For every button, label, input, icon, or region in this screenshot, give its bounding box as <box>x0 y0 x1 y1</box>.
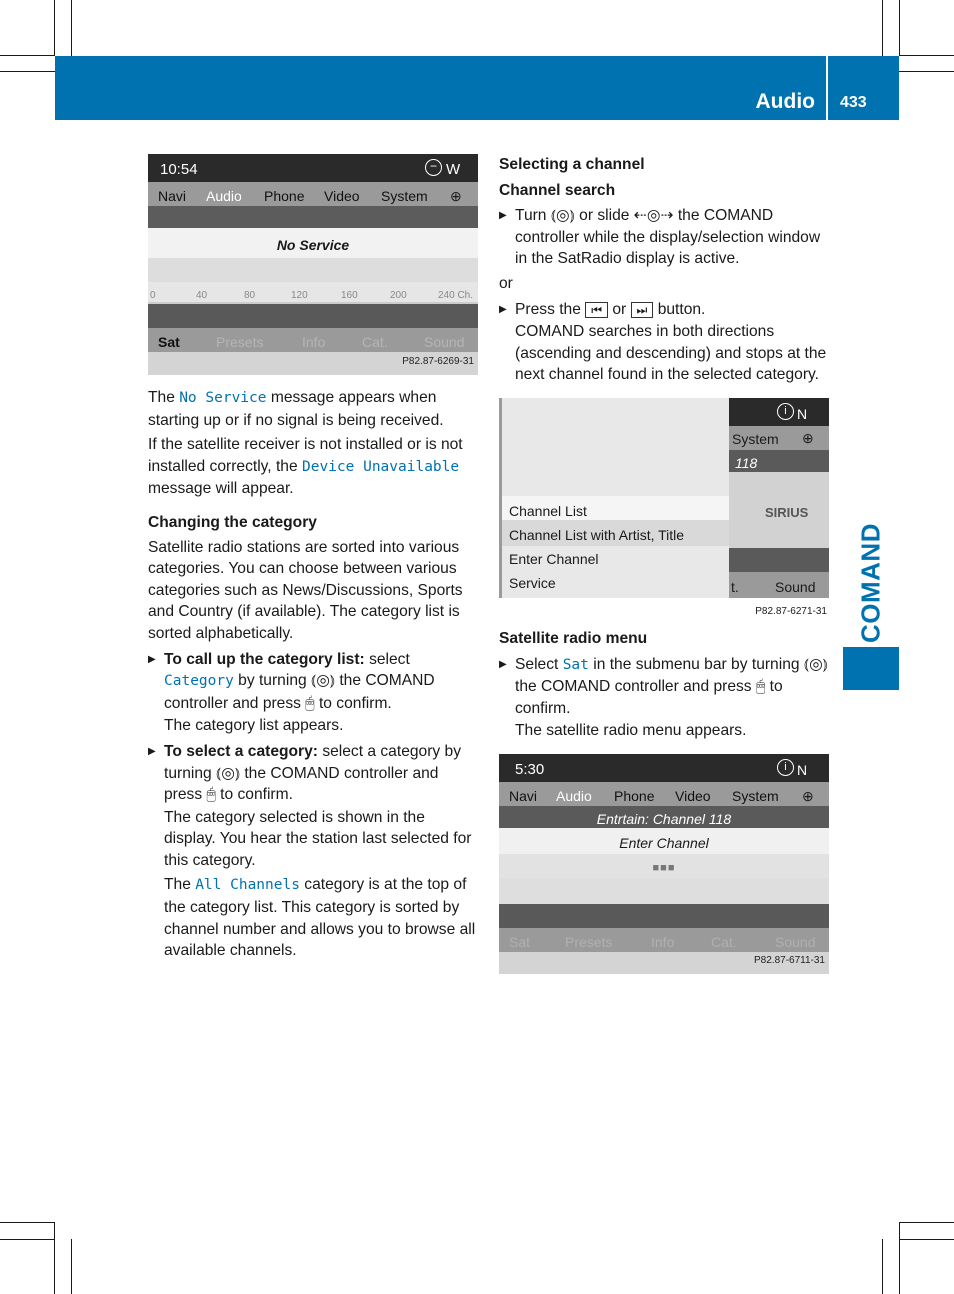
screenshot-enter-channel <box>499 754 829 974</box>
submenu-item-sound: Sound <box>424 334 465 350</box>
step-result: The category list appears. <box>164 717 344 735</box>
display-list-panel <box>499 398 729 598</box>
scale-tick: 200 <box>390 290 407 301</box>
left-column <box>148 154 478 962</box>
list-item: Channel List <box>509 502 587 519</box>
crop-mark <box>899 0 900 56</box>
display-band <box>499 878 829 904</box>
crop-mark <box>71 1239 72 1294</box>
display-time: 10:54 <box>160 161 198 178</box>
display-entry-label: Enter Channel <box>619 834 709 851</box>
display-message-row <box>148 228 478 258</box>
rotate-controller-icon: ⦅◎⦆ <box>311 672 335 690</box>
crop-mark <box>0 71 55 72</box>
channel-number: 118 <box>735 454 758 471</box>
right-column <box>499 154 829 974</box>
submenu-item-sat: Sat <box>509 933 531 950</box>
submenu-item-presets: Presets <box>565 933 613 950</box>
scale-tick: 80 <box>244 290 256 301</box>
image-caption: P82.87-6271-31 <box>755 605 827 617</box>
scale-tick: 0 <box>150 290 156 301</box>
submenu-item-info: Info <box>302 334 326 350</box>
display-status-bar <box>499 754 829 782</box>
crop-mark <box>71 0 72 56</box>
crop-mark <box>0 1222 55 1223</box>
menu-item-phone: Phone <box>614 787 655 804</box>
status-letter: N <box>797 761 808 778</box>
scale-tick: 40 <box>196 290 208 301</box>
globe-icon: ⊕ <box>450 188 462 204</box>
rotate-controller-icon: ⦅◎⦆ <box>803 655 828 673</box>
crop-mark <box>0 1239 55 1240</box>
press-controller-icon: 🖱 <box>305 694 315 712</box>
info-icon: i <box>777 759 794 776</box>
display-submenu-bar <box>499 928 829 952</box>
skip-back-key-icon: ⏮ <box>585 302 608 318</box>
info-icon: i <box>777 403 794 420</box>
menu-item-audio: Audio <box>556 787 592 804</box>
crop-mark <box>899 55 954 56</box>
submenu-item-cat: Cat. <box>362 334 388 350</box>
display-entry-row <box>499 828 829 854</box>
display-band <box>148 258 478 284</box>
display-band <box>499 904 829 928</box>
page-header <box>55 56 899 120</box>
submenu-item-sound: Sound <box>775 578 816 595</box>
code-all-channels: All Channels <box>195 877 300 894</box>
skip-forward-key-icon: ⏭ <box>631 302 654 318</box>
heading-selecting-channel: Selecting a channel <box>499 156 645 173</box>
crop-mark <box>882 0 883 56</box>
menu-item-video: Video <box>675 787 711 804</box>
submenu-item-cat: Cat. <box>711 933 737 950</box>
step-turn-controller: ▶ Turn ⦅◎⦆ or slide ⇠◎⇢ the COMAND controller while the display/selection window in the SatRadio display is active. <box>499 205 829 270</box>
heading-changing-category: Changing the category <box>148 513 317 531</box>
crop-mark <box>899 1222 954 1223</box>
display-status-bar <box>148 154 478 182</box>
paragraph-no-service: The No Service message appears when starting up or if no signal is being received. <box>148 389 444 429</box>
display-time: 5:30 <box>515 760 545 778</box>
code-category: Category <box>164 673 234 690</box>
paragraph-categories: Satellite radio stations are sorted into various categories. You can choose between various categories such as News/Discussions, Sports and Country (if available). The category list is sorted alphabetically. <box>148 538 463 642</box>
rotate-controller-icon: ⦅◎⦆ <box>550 207 575 225</box>
display-submenu-bar <box>148 328 478 352</box>
crop-mark <box>882 1239 883 1294</box>
section-title: Audio <box>755 90 815 113</box>
menu-item-audio: Audio <box>206 188 242 204</box>
display-channel-title: Entrtain: Channel 118 <box>596 810 732 827</box>
crop-mark <box>0 55 55 56</box>
display-caption-row <box>148 352 478 375</box>
slide-controller-icon: ⇠◎⇢ <box>633 207 674 225</box>
step-select-category: ▶ To select a category: select a category by turning ⦅◎⦆ the COMAND controller and press 🖱 to confirm. <box>148 741 478 806</box>
caption-row <box>499 598 829 618</box>
menu-item-system: System <box>381 188 428 204</box>
display-menu-bar <box>499 782 829 806</box>
submenu-item-info: Info <box>651 933 675 950</box>
step-press-skip: ▶ Press the ⏮ or ⏭ button. <box>499 299 829 321</box>
display-message: No Service <box>276 237 350 253</box>
submenu-item-cat: t. <box>731 578 739 595</box>
image-caption: P82.87-6269-31 <box>402 356 474 368</box>
note-all-channels: The All Channels category is at the top of the category list. This category is sorted by channel number and allows you to browse all available channels. <box>164 876 476 960</box>
chapter-tab-marker <box>843 647 899 690</box>
press-controller-icon: 🖱 <box>206 786 216 804</box>
sirius-logo: SIRIUS <box>765 504 809 520</box>
status-letter: W <box>446 161 461 178</box>
display-background-panel <box>729 398 829 598</box>
image-caption: P82.87-6711-31 <box>754 955 825 967</box>
menu-item-system: System <box>732 787 779 804</box>
menu-item-navi: Navi <box>509 787 538 804</box>
display-band <box>729 548 829 572</box>
code-no-service: No Service <box>179 390 267 406</box>
display-menu-bar <box>148 182 478 206</box>
crop-mark <box>899 71 954 72</box>
channel-scale <box>148 282 478 302</box>
globe-icon: ⊕ <box>802 429 814 446</box>
chapter-tab-label: COMAND <box>855 522 886 643</box>
step-result: The category selected is shown in the display. You hear the station last selected for this category. <box>164 808 472 869</box>
list-item: Service <box>509 574 556 591</box>
submenu-item-sat: Sat <box>158 334 180 350</box>
circle-minus-icon: − <box>425 159 442 176</box>
crop-mark <box>54 1222 55 1294</box>
status-letter: N <box>797 405 808 422</box>
globe-icon: ⊕ <box>802 787 814 804</box>
page-number: 433 <box>840 94 867 111</box>
menu-item-video: Video <box>324 188 360 204</box>
press-controller-icon: 🖱 <box>755 678 766 696</box>
chapter-tab <box>843 520 899 645</box>
scale-tick: 160 <box>341 290 358 301</box>
step-call-category-list: ▶ To call up the category list: select Category by turning ⦅◎⦆ the COMAND controller and press 🖱 to confirm. <box>148 649 478 715</box>
scale-tick: 240 Ch. <box>438 290 474 301</box>
paragraph-device-unavailable: If the satellite receiver is not installed or is not installed correctly, the Device Unavailable message will appear. <box>148 436 463 498</box>
text-or: or <box>499 274 513 292</box>
step-select-sat: ▶ Select Sat in the submenu bar by turning ⦅◎⦆ the COMAND controller and press 🖱 to confirm. <box>499 654 829 720</box>
display-band <box>148 206 478 228</box>
rotate-controller-icon: ⦅◎⦆ <box>216 764 241 782</box>
display-caption-row <box>499 952 829 974</box>
list-item: Channel List with Artist, Title <box>509 526 685 543</box>
step-result: COMAND searches in both directions (ascending and descending) and stops at the next channel found in the selected category. <box>515 323 827 384</box>
menu-item-navi: Navi <box>158 188 187 204</box>
display-title-row <box>499 806 829 828</box>
code-sat: Sat <box>562 656 589 673</box>
crop-mark <box>899 1239 954 1240</box>
screenshot-no-service <box>148 154 478 375</box>
menu-item-phone: Phone <box>264 188 305 204</box>
channel-input-placeholder: ■■■ <box>652 861 676 874</box>
screenshot-channel-list <box>499 398 829 598</box>
heading-satellite-menu: Satellite radio menu <box>499 629 648 647</box>
step-result: The satellite radio menu appears. <box>515 722 747 740</box>
scale-tick: 120 <box>291 290 308 301</box>
header-divider <box>826 56 828 120</box>
list-item: Enter Channel <box>509 550 599 567</box>
crop-mark <box>899 1222 900 1294</box>
menu-item-system: System <box>732 430 779 447</box>
display-band <box>148 304 478 328</box>
heading-channel-search: Channel search <box>499 181 616 199</box>
submenu-item-sound: Sound <box>775 933 816 950</box>
crop-mark <box>54 0 55 56</box>
submenu-item-presets: Presets <box>216 334 264 350</box>
code-device-unavailable: Device Unavailable <box>301 458 460 475</box>
display-input-row <box>499 854 829 878</box>
